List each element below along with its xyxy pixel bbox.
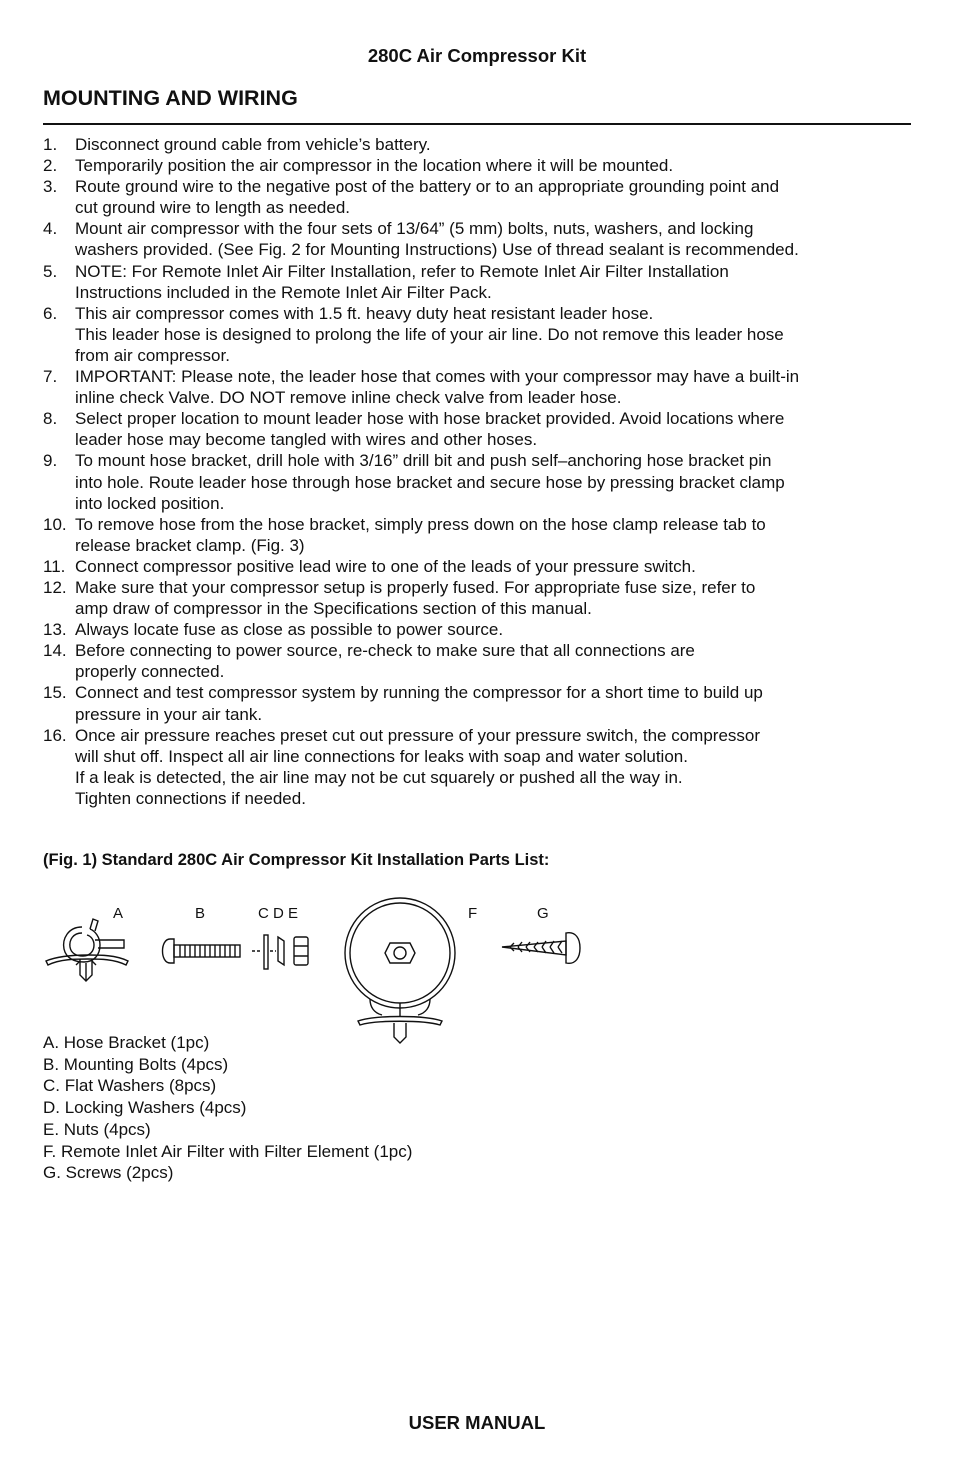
step-text: Always locate fuse as close as possible to power source. [75,620,504,640]
figure-caption: (Fig. 1) Standard 280C Air Compressor Kit Installation Parts List: [43,851,550,869]
list-item: E. Nuts (4pcs) [43,1119,151,1139]
step-number: 12. [43,577,67,597]
list-item [43,682,911,724]
step-text: Before connecting to power source, re-check to make sure that all connections are properly connected. [75,641,695,682]
document-title: 280C Air Compressor Kit [367,45,587,66]
heading-divider [43,123,911,125]
step-text: To mount hose bracket, drill hole with 3/16” drill bit and push self–anchoring hose bracket pin into hole. Route leader hose through hose bracket and secure hose by pressing bracket clamp into locked position. [75,451,785,513]
hose-bracket-icon [46,919,128,981]
step-number: 1. [43,135,58,154]
step-number: 5. [43,261,58,281]
page-footer: USER MANUAL [408,1412,546,1433]
list-item [43,366,911,408]
list-item [43,176,911,218]
list-item [43,408,911,450]
list-item: B. Mounting Bolts (4pcs) [43,1054,229,1074]
list-item [43,303,911,366]
step-text: Mount air compressor with the four sets of 13/64” (5 mm) bolts, nuts, washers, and locking washers provided. (See Fig. 2 for Mounting Instructions) Use of thread sealant is recommended. [75,219,799,260]
step-text: Once air pressure reaches preset cut out pressure of your pressure switch, the compressor will shut off. Inspect all air line connections for leaks with soap and water solution. If a leak is detected, the air line may not be cut squarely or pushed all the way in. Tighten connections if needed. [75,725,761,808]
step-text: Route ground wire to the negative post of the battery or to an appropriate grounding point and cut ground wire to length as needed. [75,177,780,218]
step-number: 10. [43,514,67,534]
step-number: 7. [43,367,58,387]
step-number: 11. [43,556,66,576]
label-a: A [113,905,124,922]
list-item [43,556,911,577]
step-text: Disconnect ground cable from vehicle’s battery. [75,135,431,154]
step-number: 9. [43,451,58,471]
list-item: G. Screws (2pcs) [43,1163,174,1183]
instruction-list [43,134,911,809]
step-text: IMPORTANT: Please note, the leader hose that comes with your compressor may have a built-in inline check Valve. DO NOT remove inline check valve from leader hose. [75,367,800,408]
list-item [43,640,911,682]
step-number: 6. [43,303,58,323]
flat-washer-icon [252,935,276,969]
step-text: NOTE: For Remote Inlet Air Filter Installation, refer to Remote Inlet Air Filter Installation Instructions included in the Remote Inlet Air Filter Pack. [75,261,729,302]
step-number: 3. [43,177,58,197]
step-text: Connect and test compressor system by running the compressor for a short time to build up pressure in your air tank. [75,683,763,724]
step-number: 14. [43,641,67,661]
list-item [43,218,911,260]
label-cde: C D E [258,905,299,922]
step-number: 13. [43,620,67,640]
step-text: Make sure that your compressor setup is properly fused. For appropriate fuse size, refer to amp draw of compressor in the Specifications section of this manual. [75,577,756,619]
step-number: 16. [43,725,67,745]
list-item [43,725,911,809]
list-item [43,577,911,619]
list-item [43,155,911,176]
list-item [43,450,911,513]
mounting-bolt-icon [163,939,241,963]
list-item: F. Remote Inlet Air Filter with Filter Element (1pc) [43,1141,413,1161]
step-number: 2. [43,156,58,176]
list-item: A. Hose Bracket (1pc) [43,1033,210,1052]
step-text: Temporarily position the air compressor in the location where it will be mounted. [75,156,674,176]
label-g: G [537,905,549,922]
step-text: Connect compressor positive lead wire to one of the leads of your pressure switch. [75,556,696,576]
list-item [43,261,911,303]
nut-icon [294,937,308,965]
parts-list [43,1032,412,1184]
step-text: This air compressor comes with 1.5 ft. heavy duty heat resistant leader hose. This leader hose is designed to prolong the life of your air line. Do not remove this leader hose from air compressor. [75,303,784,365]
step-text: Select proper location to mount leader hose with hose bracket provided. Avoid locations where leader hose may become tangled with wires and other hoses. [75,409,785,450]
locking-washer-icon [278,937,284,965]
step-number: 4. [43,219,58,239]
step-number: 8. [43,409,58,429]
list-item: D. Locking Washers (4pcs) [43,1098,247,1118]
label-f: F [468,905,478,922]
section-heading: MOUNTING AND WIRING [43,86,298,110]
step-number: 15. [43,683,67,703]
label-b: B [195,905,206,922]
list-item: C. Flat Washers (8pcs) [43,1076,217,1096]
list-item [43,134,911,155]
screw-icon [502,933,580,964]
list-item [43,619,911,640]
step-text: To remove hose from the hose bracket, simply press down on the hose clamp release tab to release bracket clamp. (Fig. 3) [75,514,766,555]
list-item [43,514,911,556]
remote-air-filter-icon [345,898,455,1043]
